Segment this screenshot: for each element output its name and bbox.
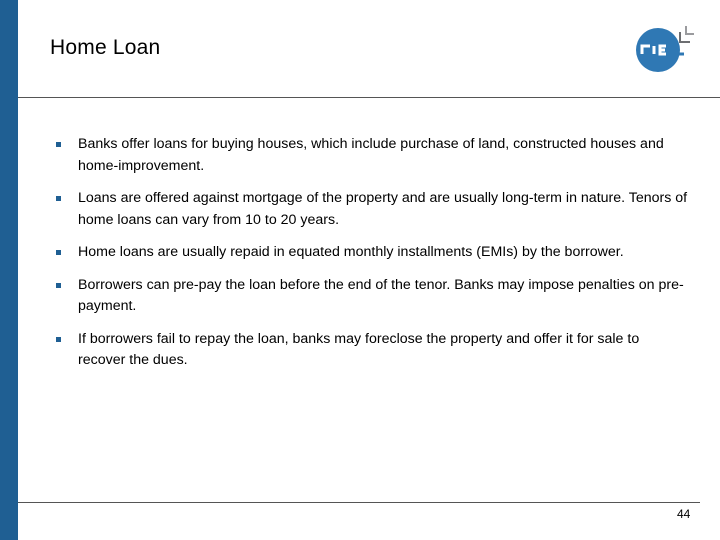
bullet-square-icon xyxy=(56,337,61,342)
logo-bracket-top xyxy=(686,26,694,34)
bullet-text: Loans are offered against mortgage of the property and are usually long-term in nature. Tenors of home loans can vary from 10 to 20 years. xyxy=(78,190,688,228)
bullet-text: Home loans are usually repaid in equated monthly installments (EMIs) by the borrower. xyxy=(78,244,624,260)
bullet-item xyxy=(50,242,690,264)
bullet-text: Banks offer loans for buying houses, which include purchase of land, constructed houses and home-improvement. xyxy=(78,136,664,174)
footer-divider xyxy=(18,502,700,503)
bullet-square-icon xyxy=(56,142,61,147)
bullet-item xyxy=(50,188,690,231)
bullet-text: Borrowers can pre-pay the loan before the end of the tenor. Banks may impose penalties on pre-payment. xyxy=(78,276,684,314)
bullet-square-icon xyxy=(56,250,61,255)
header-divider xyxy=(18,97,720,98)
bullet-item xyxy=(50,275,690,318)
bullet-square-icon xyxy=(56,283,61,288)
ciel-logo xyxy=(632,18,702,76)
bullet-list xyxy=(50,134,690,383)
slide-title: Home Loan xyxy=(50,36,161,59)
page-number: 44 xyxy=(677,507,691,521)
bullet-item xyxy=(50,134,690,177)
bullet-item xyxy=(50,329,690,372)
bullet-square-icon xyxy=(56,196,61,201)
bullet-text: If borrowers fail to repay the loan, banks may foreclose the property and offer it for sale to recover the dues. xyxy=(78,330,640,368)
left-accent-bar xyxy=(0,0,18,540)
